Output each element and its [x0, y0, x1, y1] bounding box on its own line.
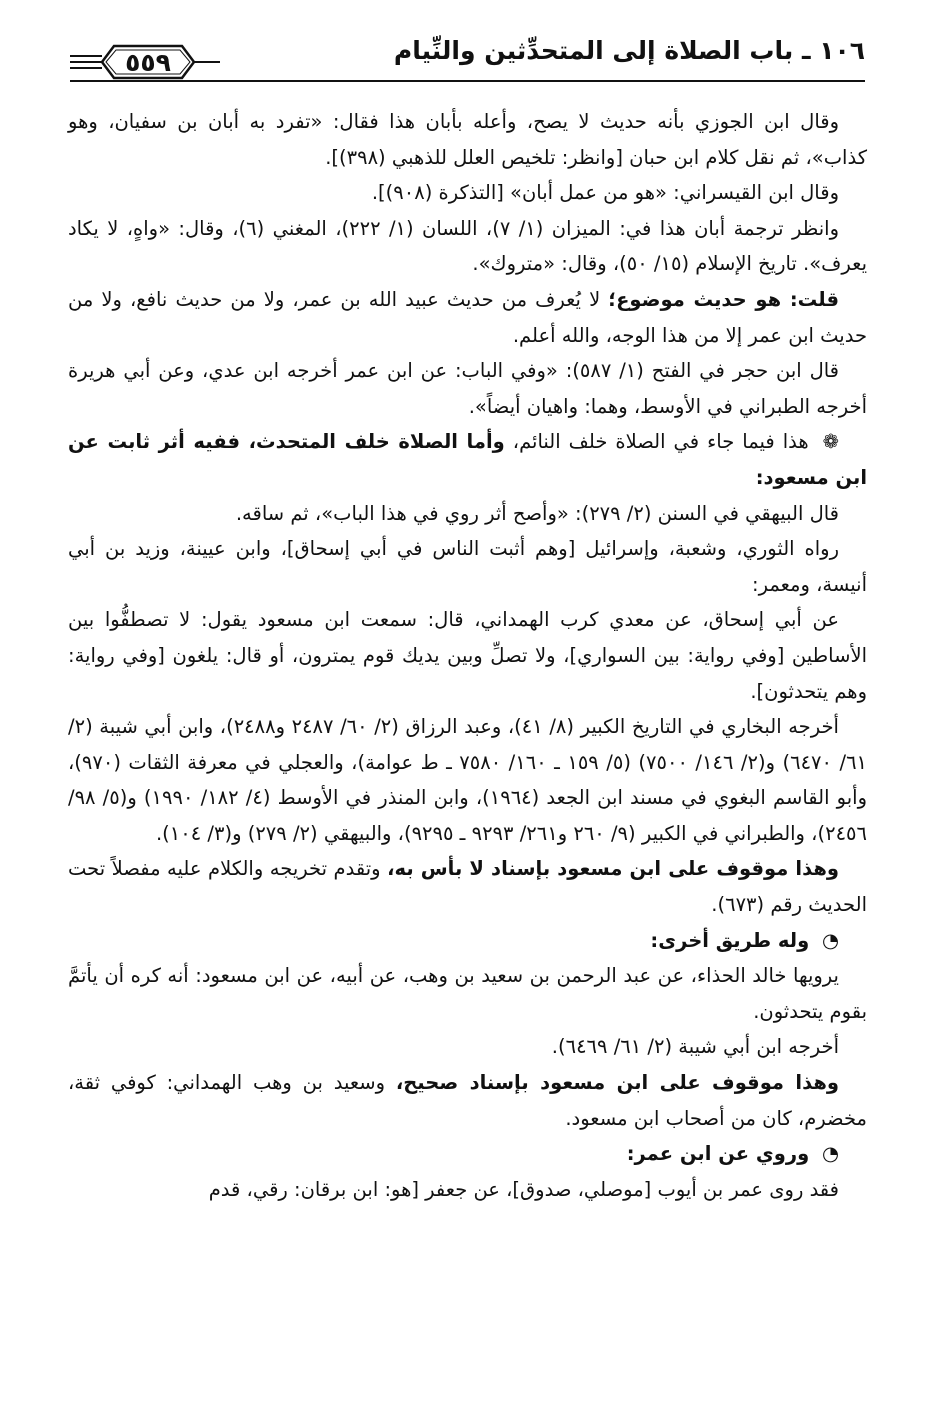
section-marker-icon: ◔ — [821, 928, 839, 952]
body-paragraph — [68, 211, 867, 282]
bold-text: وهذا موقوف على ابن مسعود بإسناد لا بأس به، — [387, 857, 839, 881]
body-paragraph — [68, 602, 867, 709]
text-run: لا يُعرف من حديث عبيد الله بن عمر، ولا من حديث نافع، ولا من حديث ابن عمر إلا من هذا الوجه، والله أعلم. — [68, 287, 867, 347]
body-paragraph — [68, 1172, 867, 1208]
bold-text: وهذا موقوف على ابن مسعود بإسناد صحيح، — [395, 1071, 839, 1095]
body-paragraph — [68, 353, 867, 424]
text-run: وتقدم تخريجه والكلام عليه مفصلاً تحت الحديث رقم (٦٧٣). — [68, 857, 867, 917]
page-body — [68, 104, 867, 1207]
text-run: أخرجه ابن أبي شيبة (٢/ ٦١/ ٦٤٦٩). — [551, 1035, 839, 1059]
page-number-ornament — [70, 40, 220, 84]
body-paragraph — [68, 1136, 867, 1172]
body-paragraph — [68, 531, 867, 602]
text-run: قال البيهقي في السنن (٢/ ٢٧٩): «وأصح أثر روي في هذا الباب»، ثم ساقه. — [235, 501, 839, 525]
chapter-title: ١٠٦ ـ باب الصلاة إلى المتحدِّثين والنِّيام — [393, 36, 865, 65]
text-run: هذا فيما جاء في الصلاة خلف النائم، — [504, 430, 817, 454]
text-run: وقال ابن القيسراني: «هو من عمل أبان» [التذكرة (٩٠٨)]. — [371, 181, 839, 205]
body-paragraph — [68, 1029, 867, 1065]
body-paragraph — [68, 104, 867, 175]
text-run: وسعيد بن وهب الهمداني: كوفي ثقة، مخضرم، كان من أصحاب ابن مسعود. — [68, 1071, 867, 1130]
text-run: فقد روى عمر بن أيوب [موصلي، صدوق]، عن جعفر [هو: ابن برقان: رقي، قدم — [208, 1177, 839, 1201]
text-run: رواه الثوري، وشعبة، وإسرائيل [وهم أثبت الناس في أبي إسحاق]، وابن عيينة، وزيد بن أبي أنيسة، ومعمر: — [68, 537, 867, 596]
body-paragraph — [68, 1065, 867, 1136]
text-run: عن أبي إسحاق، عن معدي كرب الهمداني، قال: سمعت ابن مسعود يقول: لا تصطفُّوا بين الأساطين [وفي رواية: بين السواري]، ولا تصلِّ وبين يديك قوم يمترون، أو قال: يلغون [وفي رواية: وهم يتحدثون]. — [68, 608, 867, 703]
page-header — [70, 28, 865, 88]
bold-text: وله طريق أخرى: — [650, 928, 816, 952]
text-run: يرويها خالد الحذاء، عن عبد الرحمن بن سعيد بن وهب، عن أبيه، عن ابن مسعود: أنه كره أن يأتمَّ بقوم يتحدثون. — [68, 964, 867, 1023]
body-paragraph — [68, 851, 867, 922]
section-marker-icon: ❁ — [822, 430, 840, 454]
page-number: ٥٥٩ — [125, 48, 171, 77]
body-paragraph — [68, 282, 867, 353]
text-run: وقال ابن الجوزي بأنه حديث لا يصح، وأعله بأبان هذا فقال: «تفرد به أبان بن سفيان، وهو كذاب»، ثم نقل كلام ابن حبان [وانظر: تلخيص العلل للذهبي (٣٩٨)]. — [68, 110, 867, 169]
text-run: أخرجه البخاري في التاريخ الكبير (٨/ ٤١)، وعبد الرزاق (٢/ ٦٠/ ٢٤٨٧ و٢٤٨٨)، وابن أبي شيبة (٢/ ٦١/ ٦٤٧٠) و(٢/ ١٤٦/ ٧٥٠٠) (٥/ ١٥٩ ـ ١٦٠/ ٧٥٨٠ ـ ط عوامة)، والعجلي في معرفة الثقات (٩٧٠)، وأبو القاسم البغوي في مسند ابن الجعد (١٩٦٤)، وابن المنذر في الأوسط (٤/ ١٨٢/ ١٩٩٠) و(٥/ ٩٨/ ٢٤٥٦)، والطبراني في الكبير (٩/ ٢٦٠ و٢٦١/ ٩٢٩٣ ـ ٩٢٩٥)، والبيهقي (٢/ ٢٧٩) و(٣/ ١٠٤). — [68, 715, 868, 845]
body-paragraph — [68, 958, 867, 1029]
header-rule — [70, 80, 865, 82]
body-paragraph — [68, 424, 867, 495]
body-paragraph — [68, 175, 867, 211]
body-paragraph — [68, 923, 867, 959]
body-paragraph — [68, 709, 867, 851]
text-run: قال ابن حجر في الفتح (١/ ٥٨٧): «وفي الباب: عن ابن عمر أخرجه ابن عدي، وعن أبي هريرة أخرجه الطبراني في الأوسط، وهما: واهيان أيضاً». — [68, 359, 867, 418]
body-paragraph — [68, 496, 867, 532]
text-run: وانظر ترجمة أبان هذا في: الميزان (١/ ٧)، اللسان (١/ ٢٢٢)، المغني (٦)، وقال: «واهٍ، لا يكاد يعرف». تاريخ الإسلام (١٥/ ٥٠)، وقال: «متروك». — [68, 216, 867, 276]
bold-text: وروي عن ابن عمر: — [626, 1142, 816, 1166]
bold-text: قلت: هو حديث موضوع؛ — [608, 287, 839, 311]
section-marker-icon: ◔ — [821, 1142, 839, 1166]
bold-text: وأما الصلاة خلف المتحدث، ففيه أثر ثابت عن ابن مسعود: — [68, 430, 867, 489]
